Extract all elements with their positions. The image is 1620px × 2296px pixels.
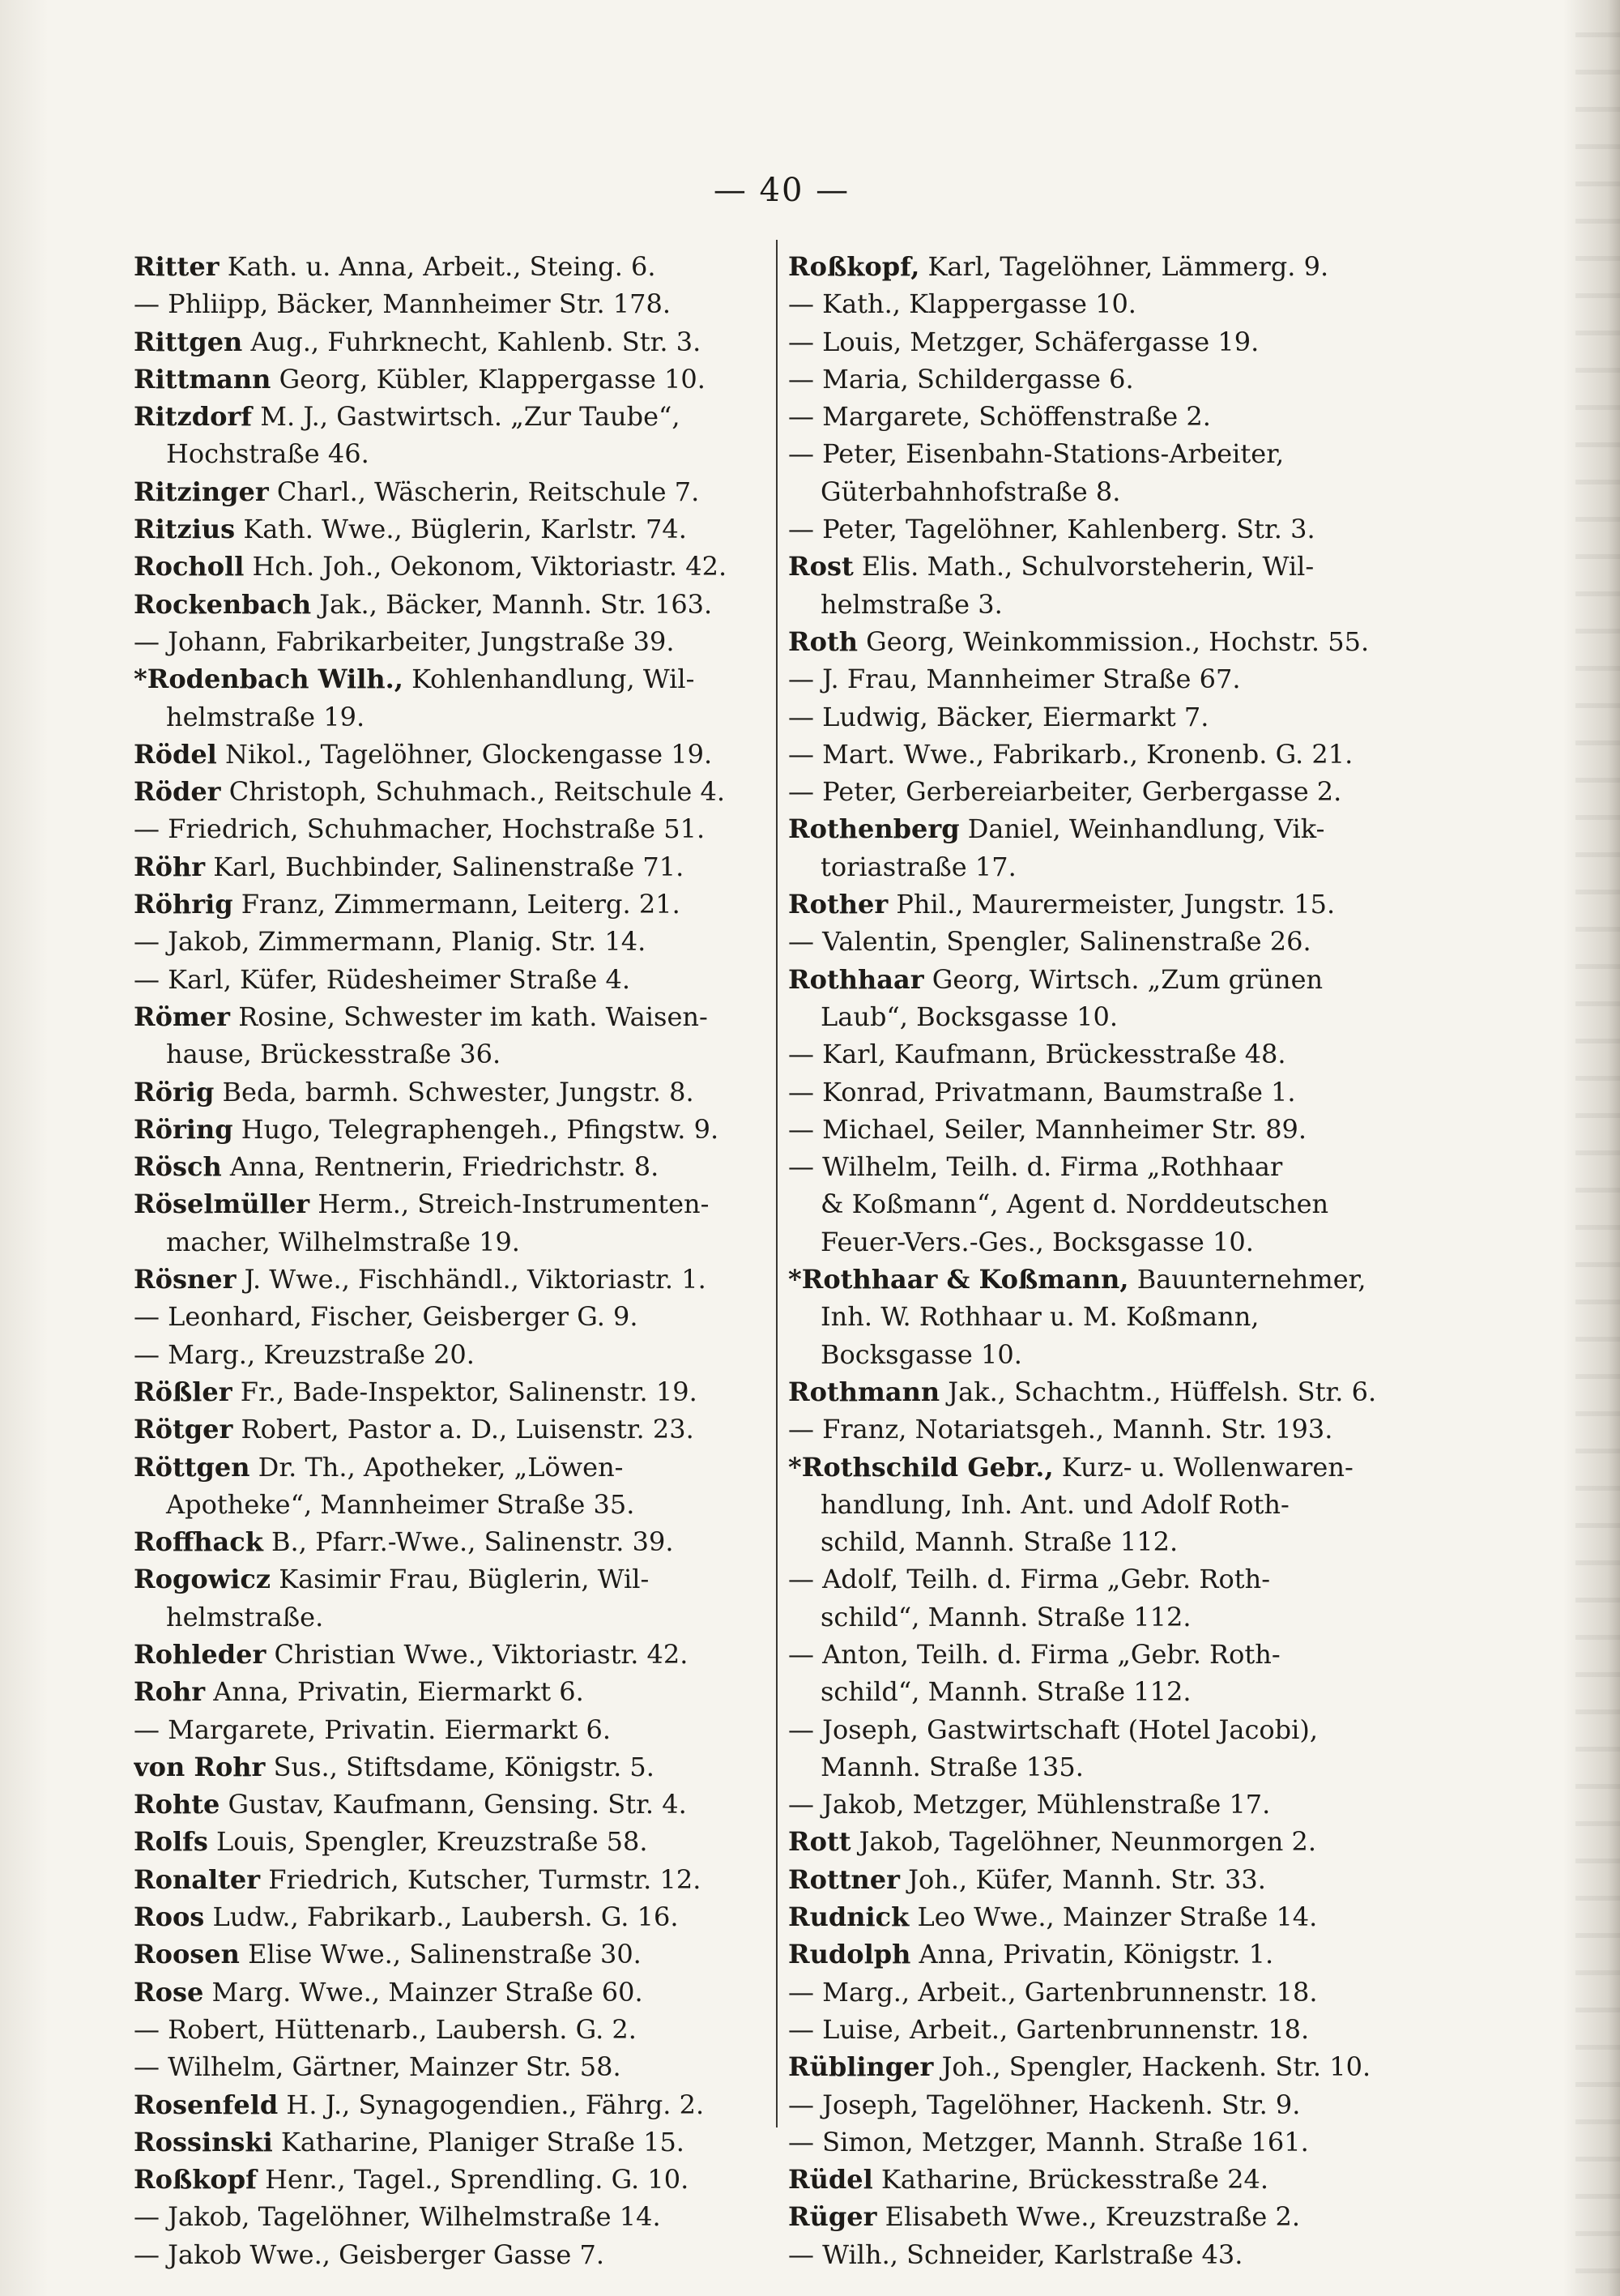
directory-entry-line [134,1711,782,1748]
entry-details: Franz, Zimmermann, Leiterg. 21. [232,889,680,920]
directory-entry-line [134,1410,782,1448]
directory-entry-line [788,2161,1436,2198]
directory-entry-line [134,1073,782,1111]
entry-details: Hugo, Telegraphengeh., Pfingstw. 9. [232,1113,719,1145]
directory-entry-line [134,1673,782,1710]
directory-entry-line [134,1223,782,1261]
entry-details: Apotheke“, Mannheimer Straße 35. [166,1488,635,1520]
directory-entry-line [134,1261,782,1298]
directory-entry-line [134,1298,782,1335]
directory-entry-line [788,1935,1436,1973]
entry-details: schild“, Mannh. Straße 112. [821,1601,1192,1632]
entry-details: — Jakob, Zimmermann, Planig. Str. 14. [134,926,646,958]
directory-entry-line [788,510,1436,548]
entry-details: — Adolf, Teilh. d. Firma „Gebr. Roth- [788,1564,1271,1595]
entry-details: helmstraße 3. [821,588,1003,620]
directory-entry-line [134,1111,782,1148]
directory-entry-line [134,2086,782,2123]
directory-entry-line [134,2048,782,2085]
directory-entry-line [134,1636,782,1673]
entry-details: Herm., Streich-Instrumenten- [309,1189,710,1220]
entry-details: Güterbahnhofstraße 8. [821,476,1121,507]
directory-entry-line [134,285,782,322]
page-edge-shadow [1575,0,1620,2296]
entry-surname: Rohr [134,1676,206,1708]
entry-details: — Franz, Notariatsgeh., Mannh. Str. 193. [788,1414,1333,1445]
directory-entry-line [788,773,1436,810]
entry-details: Kohlenhandlung, Wil- [403,664,695,695]
directory-entry-line [788,1598,1436,1636]
entry-details: Jak., Schachtm., Hüffelsh. Str. 6. [940,1376,1377,1407]
directory-entry-line [134,660,782,698]
directory-entry-line [134,1148,782,1185]
entry-surname: Rösch [134,1151,222,1183]
entry-surname: Rossinski [134,2126,273,2157]
directory-entry-line [134,1336,782,1373]
directory-entry-line [788,1261,1436,1298]
entry-details: Nikol., Tagelöhner, Glockengasse 19. [216,738,713,770]
entry-details: — Phliipp, Bäcker, Mannheimer Str. 178. [134,288,671,320]
directory-entry-line [788,2236,1436,2273]
entry-surname: von Rohr [134,1751,266,1782]
entry-surname: Röring [134,1113,233,1145]
entry-surname: Rogowicz [134,1564,271,1595]
directory-entry-line [788,2048,1436,2085]
directory-entry-line [134,510,782,548]
directory-entry-line [788,361,1436,398]
entry-details: — Jakob, Tagelöhner, Wilhelmstraße 14. [134,2201,661,2233]
entry-details: Hch. Joh., Oekonom, Viktoriastr. 42. [244,551,727,583]
entry-surname: Rudnick [788,1901,910,1933]
directory-entry-line [134,2198,782,2235]
directory-entry-line [134,1449,782,1486]
entry-surname: Rittgen [134,326,243,357]
directory-entry-line [788,1523,1436,1560]
directory-entry-line [788,1410,1436,1448]
entry-details: Jakob, Tagelöhner, Neunmorgen 2. [850,1826,1316,1858]
entry-details: Joh., Spengler, Hackenh. Str. 10. [933,2051,1371,2083]
entry-surname: Römer [134,1001,231,1032]
directory-entry-line [134,2011,782,2048]
directory-entry-line [788,2011,1436,2048]
entry-surname: Rothhaar [788,963,924,995]
entry-details: helmstraße 19. [166,701,365,732]
directory-entry-line [134,1523,782,1560]
entry-details: — Simon, Metzger, Mannh. Straße 161. [788,2126,1309,2157]
entry-details: — Maria, Schildergasse 6. [788,363,1134,395]
entry-surname: Roßkopf, [788,251,920,282]
directory-entry-line [788,961,1436,998]
directory-entry-line [134,1898,782,1935]
directory-entry-line [788,1486,1436,1523]
entry-details: Kath. Wwe., Büglerin, Karlstr. 74. [235,514,687,545]
entry-surname: Rohte [134,1789,220,1820]
entry-surname: Röder [134,776,221,808]
directory-entry-line [788,660,1436,698]
directory-entry-line [134,2123,782,2161]
directory-entry-line [134,248,782,285]
directory-entry-line [788,435,1436,472]
entry-details: Anna, Privatin, Eiermarkt 6. [205,1676,584,1708]
entry-details: Georg, Wirtsch. „Zum grünen [923,963,1324,995]
directory-entry-line [134,2161,782,2198]
directory-entry-line [134,1974,782,2011]
entry-details: — Peter, Eisenbahn-Stations-Arbeiter, [788,438,1285,470]
entry-details: Daniel, Weinhandlung, Vik- [959,813,1325,845]
entry-details: — Margarete, Schöffenstraße 2. [788,401,1211,433]
entry-surname: Ritter [134,251,220,282]
directory-entry-line [788,810,1436,847]
entry-surname: *Rothhaar & Koßmann, [788,1264,1129,1295]
directory-entry-line [134,435,782,472]
entry-surname: Roffhack [134,1526,263,1558]
directory-entry-line [134,1035,782,1073]
directory-entry-line [134,1861,782,1898]
entry-details: — Friedrich, Schuhmacher, Hochstraße 51. [134,813,706,845]
directory-entry-line [134,586,782,623]
entry-details: Joh., Küfer, Mannh. Str. 33. [899,1863,1266,1895]
entry-surname: Röhr [134,851,206,882]
entry-surname: Rother [788,889,889,920]
entry-surname: *Rodenbach Wilh., [134,664,403,695]
entry-surname: Rödel [134,738,217,770]
entry-surname: Rörig [134,1076,215,1107]
entry-surname: Rüblinger [788,2051,934,2083]
entry-details: Laub“, Bocksgasse 10. [821,1001,1119,1032]
entry-details: — Ludwig, Bäcker, Eiermarkt 7. [788,701,1209,732]
entry-details: — Leonhard, Fischer, Geisberger G. 9. [134,1301,638,1333]
entry-details: — Jakob Wwe., Geisberger Gasse 7. [134,2238,605,2270]
directory-entry-line [788,1449,1436,1486]
directory-entry-line [788,1148,1436,1185]
directory-entry-line [788,698,1436,736]
entry-details: Gustav, Kaufmann, Gensing. Str. 4. [220,1789,687,1820]
entry-surname: Röttgen [134,1451,250,1483]
entry-details: — Karl, Küfer, Rüdesheimer Straße 4. [134,963,630,995]
directory-entry-line [788,248,1436,285]
entry-surname: Rüger [788,2201,877,2233]
entry-details: — Konrad, Privatmann, Baumstraße 1. [788,1076,1296,1107]
entry-surname: Rüdel [788,2164,873,2196]
entry-details: Anna, Privatin, Königstr. 1. [910,1939,1274,1970]
directory-entry-line [788,2198,1436,2235]
directory-entry-line [134,2236,782,2273]
directory-entry-line [134,1486,782,1523]
directory-entry-line [134,323,782,361]
directory-entry-line [788,1673,1436,1710]
entry-details: Aug., Fuhrknecht, Kahlenb. Str. 3. [242,326,701,357]
directory-entry-line [134,736,782,773]
entry-details: — Johann, Fabrikarbeiter, Jungstraße 39. [134,625,675,657]
entry-details: M. J., Gastwirtsch. „Zur Taube“, [252,401,680,433]
entry-details: Robert, Pastor a. D., Luisenstr. 23. [232,1414,694,1445]
entry-details: Rosine, Schwester im kath. Waisen- [230,1001,708,1032]
entry-surname: Roth [788,625,858,657]
entry-details: handlung, Inh. Ant. und Adolf Roth- [821,1488,1290,1520]
entry-surname: Rott [788,1826,851,1858]
directory-entry-line [788,2123,1436,2161]
directory-entry-line [788,1560,1436,1598]
directory-entry-line [134,998,782,1035]
entry-details: Henr., Tagel., Sprendling. G. 10. [256,2164,689,2196]
entry-details: Jak., Bäcker, Mannh. Str. 163. [311,588,713,620]
entry-details: Katharine, Brückesstraße 24. [872,2164,1268,2196]
directory-entry-line [788,1748,1436,1786]
directory-entry-line [788,1898,1436,1935]
entry-surname: Rösner [134,1264,237,1295]
entry-details: Leo Wwe., Mainzer Straße 14. [909,1901,1318,1933]
entry-surname: Rost [788,551,854,583]
left-column [134,248,782,2273]
entry-surname: Roßkopf [134,2164,257,2196]
entry-surname: Rocholl [134,551,245,583]
directory-entry-line [134,1373,782,1410]
directory-entry-line [134,1560,782,1598]
entry-surname: Rottner [788,1863,900,1895]
entry-details: Georg, Weinkommission., Hochstr. 55. [857,625,1370,657]
entry-surname: Ritzdorf [134,401,253,433]
entry-details: Kath. u. Anna, Arbeit., Steing. 6. [219,251,656,282]
directory-entry-line [788,1185,1436,1223]
entry-surname: Ritzius [134,514,236,545]
entry-details: — Karl, Kaufmann, Brückesstraße 48. [788,1039,1286,1070]
entry-surname: Rolfs [134,1826,208,1858]
entry-details: & Koßmann“, Agent d. Norddeutschen [821,1189,1329,1220]
entry-details: hause, Brückesstraße 36. [166,1039,501,1070]
entry-surname: Rothmann [788,1376,940,1407]
entry-surname: Rötger [134,1414,233,1445]
directory-entry-line [134,1786,782,1823]
directory-entry-line [788,1636,1436,1673]
entry-surname: Rohleder [134,1638,266,1670]
entry-surname: Roosen [134,1939,240,1970]
entry-surname: Rittmann [134,363,271,395]
entry-details: — J. Frau, Mannheimer Straße 67. [788,664,1241,695]
entry-details: Marg. Wwe., Mainzer Straße 60. [203,1976,643,2008]
directory-entry-line [788,285,1436,322]
entry-details: Karl, Tagelöhner, Lämmerg. 9. [919,251,1329,282]
entry-details: — Wilhelm, Gärtner, Mainzer Str. 58. [134,2051,621,2083]
entry-details: H. J., Synagogendien., Fährg. 2. [278,2089,705,2120]
directory-entry-line [788,1861,1436,1898]
entry-details: — Margarete, Privatin. Eiermarkt 6. [134,1713,612,1745]
entry-details: — Wilhelm, Teilh. d. Firma „Rothhaar [788,1151,1283,1183]
directory-entry-line [134,398,782,435]
entry-details: Hochstraße 46. [166,438,369,470]
entry-surname: Rothenberg [788,813,960,845]
directory-entry-line [788,586,1436,623]
directory-entry-line [134,1185,782,1223]
directory-entry-line [788,1823,1436,1860]
entry-details: — Michael, Seiler, Mannheimer Str. 89. [788,1113,1307,1145]
directory-entry-line [788,1035,1436,1073]
page-number: — 40 — [713,172,850,209]
entry-details: — Kath., Klappergasse 10. [788,288,1136,320]
entry-details: — Wilh., Schneider, Karlstraße 43. [788,2238,1243,2270]
entry-details: Elise Wwe., Salinenstraße 30. [239,1939,642,1970]
directory-entry-line [134,548,782,585]
entry-surname: Röselmüller [134,1189,310,1220]
directory-entry-line [788,1974,1436,2011]
entry-surname: Rockenbach [134,588,312,620]
entry-surname: Rudolph [788,1939,911,1970]
entry-details: — Louis, Metzger, Schäfergasse 19. [788,326,1260,357]
directory-entry-line [788,1111,1436,1148]
entry-details: Katharine, Planiger Straße 15. [272,2126,684,2157]
entry-details: Bocksgasse 10. [821,1338,1022,1370]
entry-surname: Röhrig [134,889,233,920]
directory-entry-line [134,1823,782,1860]
entry-details: — Joseph, Tagelöhner, Hackenh. Str. 9. [788,2089,1301,2120]
entry-details: — Anton, Teilh. d. Firma „Gebr. Roth- [788,1638,1281,1670]
directory-entry-line [788,1298,1436,1335]
entry-details: Beda, barmh. Schwester, Jungstr. 8. [214,1076,694,1107]
entry-details: Inh. W. Rothhaar u. M. Koßmann, [821,1301,1260,1333]
entry-surname: Ronalter [134,1863,261,1895]
directory-entry-line [788,548,1436,585]
entry-details: — Valentin, Spengler, Salinenstraße 26. [788,926,1311,958]
entry-surname: Rose [134,1976,204,2008]
directory-entry-line [134,773,782,810]
entry-details: schild“, Mannh. Straße 112. [821,1676,1192,1708]
entry-details: Fr., Bade-Inspektor, Salinenstr. 19. [232,1376,697,1407]
entry-details: Elis. Math., Schulvorsteherin, Wil- [853,551,1315,583]
directory-entry-line [134,473,782,510]
entry-details: Georg, Kübler, Klappergasse 10. [271,363,706,395]
entry-details: macher, Wilhelmstraße 19. [166,1226,520,1257]
directory-entry-line [134,361,782,398]
entry-surname: Rößler [134,1376,232,1407]
entry-details: Kurz- u. Wollenwaren- [1053,1451,1354,1483]
entry-details: helmstraße. [166,1601,324,1632]
directory-entry-line [788,923,1436,960]
directory-entry-line [788,1223,1436,1261]
directory-entry-line [134,886,782,923]
entry-surname: *Rothschild Gebr., [788,1451,1054,1483]
directory-entry-line [788,623,1436,660]
directory-entry-line [788,1073,1436,1111]
entry-details: Friedrich, Kutscher, Turmstr. 12. [260,1863,701,1895]
directory-entry-line [134,623,782,660]
directory-entry-line [134,923,782,960]
right-column [788,248,1436,2273]
directory-entry-line [788,1711,1436,1748]
directory-entry-line [788,998,1436,1035]
entry-surname: Rosenfeld [134,2089,279,2120]
directory-entry-line [134,1748,782,1786]
entry-details: Phil., Maurermeister, Jungstr. 15. [888,889,1336,920]
entry-details: Charl., Wäscherin, Reitschule 7. [268,476,700,507]
entry-details: Ludw., Fabrikarb., Laubersh. G. 16. [204,1901,679,1933]
entry-details: Karl, Buchbinder, Salinenstraße 71. [205,851,684,882]
entry-details: schild, Mannh. Straße 112. [821,1526,1179,1558]
entry-details: — Peter, Gerbereiarbeiter, Gerbergasse 2. [788,776,1342,808]
directory-entry-line [788,1786,1436,1823]
entry-details: Mannh. Straße 135. [821,1751,1084,1782]
directory-entry-line [134,1598,782,1636]
directory-entry-line [788,473,1436,510]
entry-details: Anna, Rentnerin, Friedrichstr. 8. [221,1151,659,1183]
entry-details: — Joseph, Gastwirtschaft (Hotel Jacobi), [788,1713,1318,1745]
entry-details: J. Wwe., Fischhändl., Viktoriastr. 1. [236,1264,706,1295]
entry-details: Elisabeth Wwe., Kreuzstraße 2. [876,2201,1301,2233]
directory-entry-line [788,1336,1436,1373]
directory-entry-line [788,323,1436,361]
entry-details: Feuer-Vers.-Ges., Bocksgasse 10. [821,1226,1254,1257]
directory-entry-line [134,848,782,886]
entry-details: — Luise, Arbeit., Gartenbrunnenstr. 18. [788,2013,1310,2045]
entry-details: — Marg., Kreuzstraße 20. [134,1338,475,1370]
entry-details: Bauunternehmer, [1128,1264,1366,1295]
entry-surname: Ritzinger [134,476,269,507]
directory-entry-line [788,1373,1436,1410]
entry-surname: Roos [134,1901,205,1933]
entry-details: — Mart. Wwe., Fabrikarb., Kronenb. G. 21. [788,738,1354,770]
entry-details: Christoph, Schuhmach., Reitschule 4. [220,776,726,808]
entry-details: Kasimir Frau, Büglerin, Wil- [271,1564,650,1595]
directory-entry-line [788,886,1436,923]
entry-details: B., Pfarr.-Wwe., Salinenstr. 39. [262,1526,674,1558]
entry-details: toriastraße 17. [821,851,1017,882]
entry-details: — Robert, Hüttenarb., Laubersh. G. 2. [134,2013,637,2045]
directory-entry-line [788,398,1436,435]
entry-details: — Marg., Arbeit., Gartenbrunnenstr. 18. [788,1976,1318,2008]
directory-entry-line [788,2086,1436,2123]
directory-entry-line [134,698,782,736]
entry-details: Louis, Spengler, Kreuzstraße 58. [207,1826,648,1858]
entry-details: Dr. Th., Apotheker, „Löwen- [249,1451,624,1483]
entry-details: — Peter, Tagelöhner, Kahlenberg. Str. 3. [788,514,1315,545]
directory-entry-line [134,961,782,998]
entry-details: — Jakob, Metzger, Mühlenstraße 17. [788,1789,1271,1820]
directory-entry-line [134,1935,782,1973]
entry-details: Christian Wwe., Viktoriastr. 42. [266,1638,688,1670]
directory-entry-line [134,810,782,847]
entry-details: Sus., Stiftsdame, Königstr. 5. [265,1751,654,1782]
directory-entry-line [788,848,1436,886]
directory-entry-line [788,736,1436,773]
